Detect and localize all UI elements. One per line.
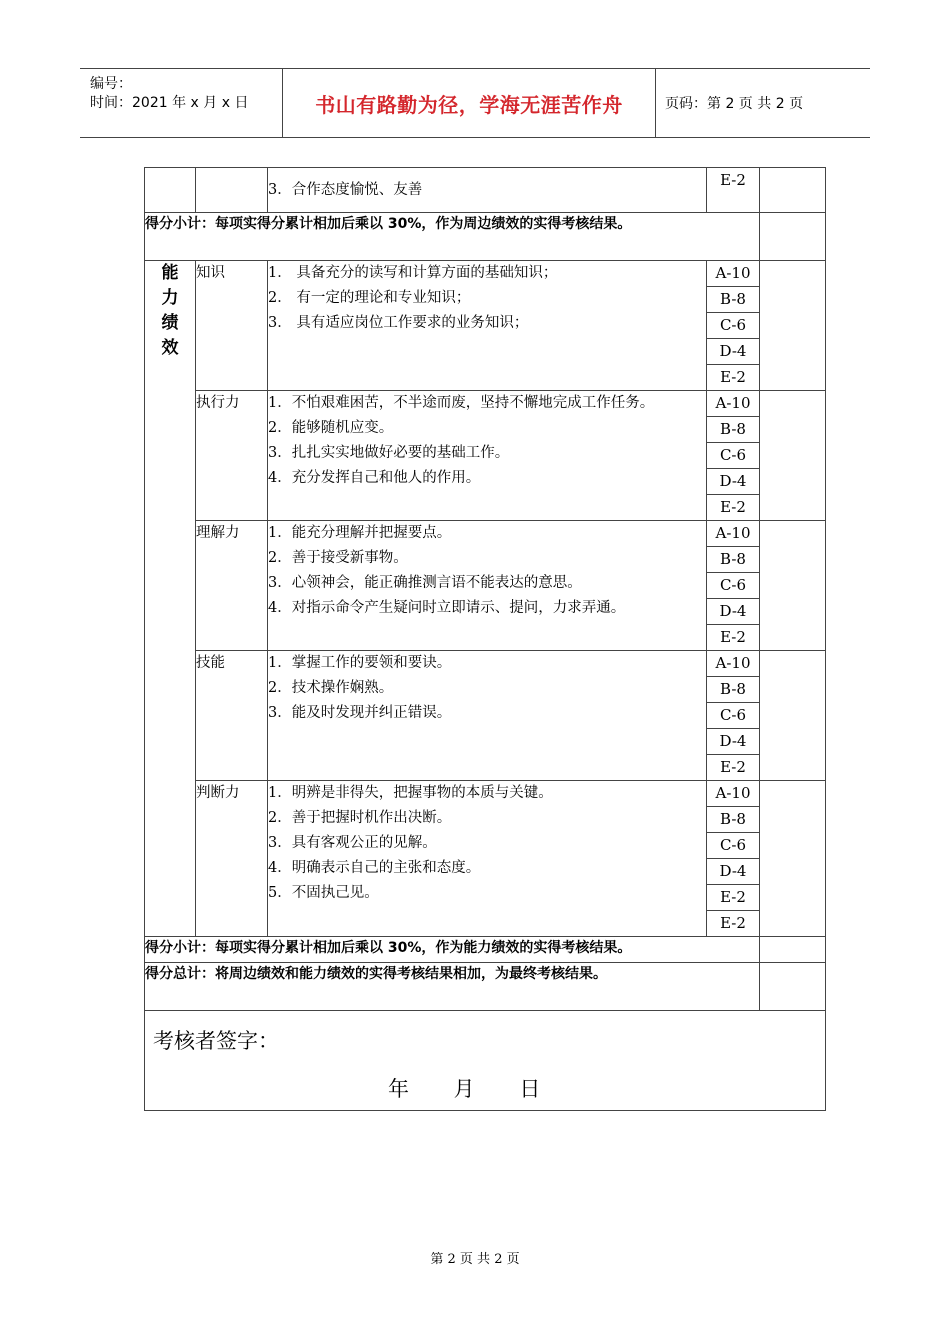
section-items [268,651,707,781]
grade-cell: B-8 [707,807,760,833]
page-footer: 第 2 页 共 2 页 [430,1252,520,1267]
grade-cell: D-4 [707,469,760,495]
table-row [145,781,826,807]
list-item: 3．扎扎实实地做好必要的基础工作。 [268,445,510,461]
grade-cell: D-4 [707,729,760,755]
grade-cell: A-10 [707,651,760,677]
list-item: 4．充分发挥自己和他人的作用。 [268,470,481,486]
grade-cell: D-4 [707,339,760,365]
item-text: 3．合作态度愉悦、友善 [268,168,707,213]
grade-cell: C-6 [707,313,760,339]
section-items [268,261,707,391]
page-label: 页码：第 2 页 共 2 页 [665,96,804,112]
score-cell[interactable] [760,963,826,1011]
number-label: 编号： [90,76,132,92]
evaluation-table-body [145,168,826,1111]
grade-cell: B-8 [707,547,760,573]
ability-subtotal: 得分小计：每项实得分累计相加后乘以 30%，作为能力绩效的实得考核结果。 [145,937,760,963]
peripheral-subtotal: 得分小计：每项实得分累计相加后乘以 30%，作为周边绩效的实得考核结果。 [145,213,760,261]
section-name: 知识 [196,261,268,391]
list-item: 2．能够随机应变。 [268,420,394,436]
list-item: 2． 有一定的理论和专业知识； [268,290,471,306]
header-motto-cell [282,69,656,137]
score-cell[interactable] [760,168,826,213]
score-cell[interactable] [760,937,826,963]
score-cell[interactable] [760,391,826,521]
grade-cell: A-10 [707,521,760,547]
ability-category-label [145,261,196,937]
score-cell[interactable] [760,781,826,937]
list-item: 1．明辨是非得失，把握事物的本质与关键。 [268,785,553,801]
list-item: 2．技术操作娴熟。 [268,680,394,696]
section-name: 技能 [196,651,268,781]
section-items [268,391,707,521]
signature-label: 考核者签字： [153,1029,279,1053]
grade-cell: C-6 [707,833,760,859]
grade-cell: C-6 [707,703,760,729]
motto-text: 书山有路勤为径，学海无涯苦作舟 [315,92,623,117]
table-row [145,651,826,677]
list-item: 3．心领神会，能正确推测言语不能表达的意思。 [268,575,582,591]
table-row [145,937,826,963]
table-row [145,1011,826,1111]
grade-cell: E-2 [707,495,760,521]
signature-date: 年 月 日 [388,1077,541,1101]
table-row [145,213,826,261]
grade-cell: D-4 [707,859,760,885]
signature-area[interactable] [145,1011,826,1111]
table-row [145,521,826,547]
grade-cell: E-2 [707,625,760,651]
category-char: 绩 [161,313,179,333]
category-char: 力 [161,288,179,308]
grade-cell: E-2 [707,168,760,213]
list-item: 2．善于接受新事物。 [268,550,408,566]
grade-cell: B-8 [707,417,760,443]
list-item: 5．不固执己见。 [268,885,379,901]
score-cell[interactable] [760,213,826,261]
score-cell[interactable] [760,261,826,391]
section-name: 判断力 [196,781,268,937]
grade-cell: D-4 [707,599,760,625]
list-item: 1．能充分理解并把握要点。 [268,525,452,541]
grade-cell: B-8 [707,287,760,313]
grade-cell: E-2 [707,755,760,781]
header-meta [80,69,282,137]
grade-cell: E-2 [707,365,760,391]
list-item: 4．明确表示自己的主张和态度。 [268,860,481,876]
list-item: 3．能及时发现并纠正错误。 [268,705,452,721]
table-row [145,963,826,1011]
grade-cell: A-10 [707,391,760,417]
grade-cell: C-6 [707,573,760,599]
grade-cell: B-8 [707,677,760,703]
grade-cell: E-2 [707,911,760,937]
time-label: 时间：2021 年 x 月 x 日 [90,95,249,111]
grade-cell: A-10 [707,261,760,287]
table-row [145,168,826,213]
page-header [80,68,870,138]
score-cell[interactable] [760,521,826,651]
section-items [268,781,707,937]
list-item: 3．具有客观公正的见解。 [268,835,437,851]
score-cell[interactable] [760,651,826,781]
list-item: 1．掌握工作的要领和要诀。 [268,655,452,671]
list-item: 1．不怕艰难困苦，不半途而废，坚持不懈地完成工作任务。 [268,395,655,411]
grade-cell: C-6 [707,443,760,469]
list-item: 1． 具备充分的读写和计算方面的基础知识； [268,265,558,281]
list-item: 2．善于把握时机作出决断。 [268,810,452,826]
grade-cell: E-2 [707,885,760,911]
list-item: 4．对指示命令产生疑问时立即请示、提问，力求弄通。 [268,600,626,616]
grade-cell: A-10 [707,781,760,807]
table-row [145,391,826,417]
section-name: 理解力 [196,521,268,651]
section-name: 执行力 [196,391,268,521]
table-row [145,261,826,287]
evaluation-table [144,167,826,1111]
list-item: 3． 具有适应岗位工作要求的业务知识； [268,315,529,331]
grand-total: 得分总计：将周边绩效和能力绩效的实得考核结果相加，为最终考核结果。 [145,963,760,1011]
section-items [268,521,707,651]
header-page-cell [655,69,870,137]
category-char: 能 [161,263,179,283]
category-char: 效 [161,338,179,358]
